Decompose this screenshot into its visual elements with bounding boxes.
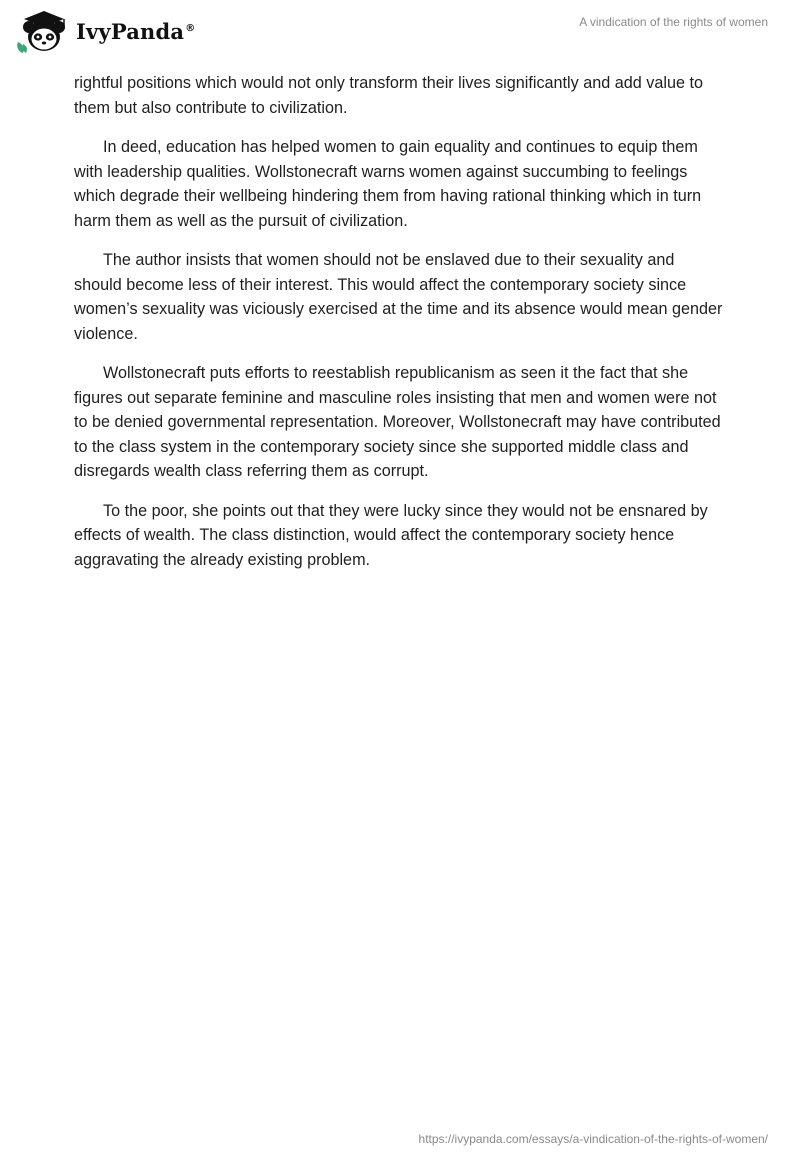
page-header [0,0,800,60]
essay-body [74,71,726,587]
registered-mark: ® [185,22,196,34]
paragraph: The author insists that women should not be enslaved due to their sexuality and should become less of their interest. This would affect the contemporary society since women’s sexuality was viciously exercised at the time and its absence would mean gender violence. [74,251,723,343]
document-title: A vindication of the rights of women [579,15,768,29]
paragraph: Wollstonecraft puts efforts to reestablish republicanism as seen it the fact that she figures out separate feminine and masculine roles insisting that men and women were not to be denied governmental representation. Moreover, Wollstonecraft may have contributed to the class system in the contemporary society since she supported middle class and disregards wealth class referring them as corrupt. [74,364,721,480]
paragraph: To the poor, she points out that they were lucky since they would not be ensnared by effects of wealth. The class distinction, would affect the contemporary society hence aggravating the already existing problem. [74,501,708,569]
paragraph: In deed, education has helped women to gain equality and continues to equip them with leadership qualities. Wollstonecraft warns women against succumbing to feelings which degrade their wellbeing hindering them from having rational thinking which in turn harm them as well as the pursuit of civilization. [74,138,702,230]
panda-graduation-cap-icon [14,8,74,54]
brand-logo[interactable] [14,8,195,54]
brand-name: IvyPanda® [76,18,196,44]
paragraph: rightful positions which would not only transform their lives significantly and add value to them but also contribute to civilization. [74,74,703,117]
source-url-link[interactable]: https://ivypanda.com/essays/a-vindication-of-the-rights-of-women/ [418,1132,768,1146]
